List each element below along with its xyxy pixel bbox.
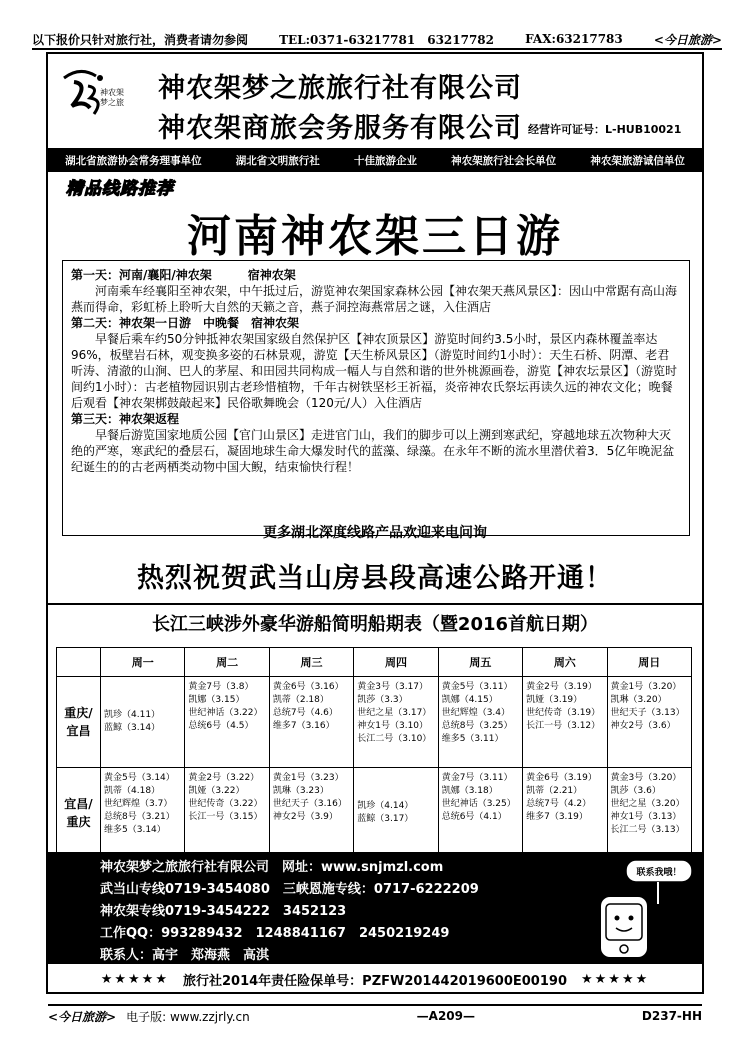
schedule-cell <box>101 768 185 859</box>
ship-departure: 凯娜（4.15） <box>441 695 498 705</box>
insurance-policy: 旅行社2014年责任险保单号：PZFW201442019600E00190 <box>182 973 567 989</box>
itinerary-box <box>62 260 690 536</box>
ship-departure: 凯琳（3.20） <box>610 695 667 705</box>
schedule-cell <box>185 768 269 859</box>
ship-departure: 世纪天子（3.16） <box>272 799 347 809</box>
contact-snj-line: 神农架专线0719-3454222 3452123 <box>100 904 347 919</box>
cruise-schedule-table <box>56 647 692 859</box>
ship-departure: 凯娜（3.15） <box>188 695 245 705</box>
schedule-cell <box>607 677 691 768</box>
ship-departure: 长江一号（3.12） <box>526 721 601 731</box>
ship-departure: 神女2号（3.9） <box>272 812 338 822</box>
ship-departure: 黄金1号（3.23） <box>272 773 344 783</box>
logo-text: 神农架梦之旅 <box>100 88 124 107</box>
ship-departure: 凯琳（3.23） <box>272 786 329 796</box>
table-header-row <box>57 648 692 677</box>
ship-departure: 世纪之星（3.20） <box>610 799 685 809</box>
honor-item: 神农架旅游诚信单位 <box>590 154 685 167</box>
schedule-cell <box>354 768 438 859</box>
table-row <box>57 677 692 768</box>
ship-departure: 神女1号（3.13） <box>610 812 682 822</box>
stars-right: ★★★★★ <box>581 971 650 987</box>
page-number: —A209— <box>416 1009 475 1023</box>
agency-only-notice: 以下报价只针对旅行社，消费者请勿参阅 <box>32 32 249 47</box>
ship-departure: 长江二号（3.10） <box>357 734 432 744</box>
top-info-line <box>32 30 722 50</box>
schedule-cell <box>438 768 522 859</box>
route-text: 宜昌 <box>66 724 91 738</box>
day-header: 周四 <box>354 648 438 677</box>
cruise-schedule-title: 长江三峡涉外豪华游船简明船期表（暨2016首航日期） <box>151 614 599 635</box>
ship-departure: 黄金5号（3.14） <box>104 773 175 783</box>
ship-departure: 凯蒂（2.21） <box>526 786 583 796</box>
ship-departure: 世纪神话（3.22） <box>188 708 263 718</box>
honor-item: 湖北省文明旅行社 <box>235 154 320 167</box>
agency-logo <box>60 64 150 124</box>
stars-left: ★★★★★ <box>100 971 169 987</box>
ship-departure: 凯莎（3.3） <box>357 695 408 705</box>
ship-departure: 总统6号（4.1） <box>441 812 507 822</box>
ship-departure: 维多5（3.14） <box>104 825 166 835</box>
footer-brand: <今日旅游> <box>48 1009 117 1024</box>
page-footer <box>48 1004 702 1026</box>
ship-departure: 维多5（3.11） <box>441 734 504 744</box>
ship-departure: 总统8号（3.21） <box>104 812 175 822</box>
contact-bubble-text: 联系我哦！ <box>636 868 682 878</box>
schedule-cell <box>354 677 438 768</box>
ship-departure: 凯莎（3.6） <box>610 786 661 796</box>
day-header: 周三 <box>269 648 353 677</box>
ship-departure: 黄金3号（3.20） <box>610 773 682 783</box>
day1-heading: 第一天：河南/襄阳/神农架 宿神农架 <box>71 268 296 282</box>
route-label <box>57 768 101 859</box>
contact-company-website: 神农架梦之旅旅行社有限公司 网址：www.snjmzl.com <box>100 860 444 875</box>
ship-departure: 世纪神话（3.25） <box>441 799 516 809</box>
table-corner <box>57 648 101 677</box>
day-header: 周二 <box>185 648 269 677</box>
day-header: 周五 <box>438 648 522 677</box>
ship-departure: 维多7（3.16） <box>272 721 335 731</box>
ship-departure: 凯娅（3.22） <box>188 786 245 796</box>
schedule-cell <box>269 677 353 768</box>
ship-departure: 黄金6号（3.19） <box>526 773 597 783</box>
telephone: TEL:0371-63217781 63217782 <box>279 32 495 47</box>
ship-departure: 长江一号（3.15） <box>188 812 263 822</box>
ship-departure: 黄金7号（3.8） <box>188 682 254 692</box>
ship-departure: 黄金5号（3.11） <box>441 682 513 692</box>
ship-departure: 黄金3号（3.17） <box>357 682 429 692</box>
table-row <box>57 768 692 859</box>
schedule-cell <box>185 677 269 768</box>
day-header: 周日 <box>607 648 691 677</box>
ship-departure: 总统7号（4.2） <box>526 799 592 809</box>
schedule-cell <box>269 768 353 859</box>
company-name-secondary: 神农架商旅会务服务有限公司 <box>158 113 522 144</box>
ship-departure: 凯珍（4.14） <box>357 801 414 811</box>
ship-departure: 世纪传奇（3.19） <box>526 708 601 718</box>
honor-item: 神农架旅行社会长单位 <box>451 154 557 167</box>
route-label <box>57 677 101 768</box>
ship-departure: 黄金7号（3.11） <box>441 773 513 783</box>
company-name-primary: 神农架梦之旅旅行社有限公司 <box>158 73 522 104</box>
footer-ezine: 电子版: www.zzjrly.cn <box>126 1009 250 1024</box>
schedule-cell <box>523 677 607 768</box>
ship-departure: 蓝鲸（3.17） <box>357 814 414 824</box>
route-text: 宜昌/ <box>64 797 93 811</box>
ship-departure: 总统6号（4.5） <box>188 721 254 731</box>
honor-item: 十佳旅游企业 <box>353 154 417 167</box>
more-products-note: 更多湖北深度线路产品欢迎来电问询 <box>263 525 487 541</box>
ship-departure: 维多7（3.19） <box>526 812 588 822</box>
day2-body: 早餐后乘车约50分钟抵神农架国家级自然保护区【神农顶景区】游览时间约3.5小时，景区内森林覆盖率达96%，板壁岩石林，观变换多姿的石林景观，游览【天生桥风景区】（游览时间约1小时）：天生石桥、阴潭、老君听涛、清澈的山涧、巴人的茅屋、和田园共同构成一幅人与自然和谐的世外桃源画卷，游览【神农坛景区】（游览时间约1小时）：古老植物园识别古老珍惜植物，千年古树铁坚杉王祈福，炎帝神农氏祭坛再读久远的神农文化；晚餐后观看【神农架梆鼓敲起来】民俗歌舞晚会（120元/人）入住酒店 <box>71 332 678 410</box>
recommend-label: 精品线路推荐 <box>66 179 174 199</box>
day-header: 周一 <box>101 648 185 677</box>
contact-qq: 工作QQ：993289432 1248841167 2450219249 <box>100 926 450 941</box>
page-code: D237-HH <box>641 1009 702 1023</box>
ship-departure: 凯珍（4.11） <box>104 710 161 720</box>
day1-body: 河南乘车经襄阳至神农架，中午抵过后，游览神农架国家森林公园【神农架天燕风景区】：因山中常踞有高山海燕而得命，彩虹桥上聆听大自然的天籁之音，燕子洞控海燕常居之谜，入住酒店 <box>71 284 678 314</box>
ship-departure: 黄金2号（3.19） <box>526 682 597 692</box>
ship-departure: 世纪之星（3.17） <box>357 708 432 718</box>
insurance-bar <box>48 966 702 992</box>
ship-departure: 凯娅（3.19） <box>526 695 583 705</box>
ship-departure: 总统7号（4.6） <box>272 708 338 718</box>
route-text: 重庆 <box>66 815 91 829</box>
schedule-cell <box>101 677 185 768</box>
day3-body: 早餐后游览国家地质公园【官门山景区】走进官门山，我们的脚步可以上溯到寒武纪，穿越地球五次物种大灭绝的严寒，寒武纪的叠层石，凝固地球生命大爆发时代的蓝藻、绿藻。在永年不断的流水里潜伏着3．5亿年晚泥盆纪诞生的的古老两栖类动物中国大鲵，结束愉快行程！ <box>71 428 675 474</box>
ship-departure: 世纪传奇（3.22） <box>188 799 263 809</box>
tour-title: 河南神农架三日游 <box>187 211 563 262</box>
ship-departure: 凯娜（3.18） <box>441 786 498 796</box>
congrats-headline: 热烈祝贺武当山房县段高速公路开通！ <box>137 563 613 594</box>
route-text: 重庆/ <box>64 706 93 720</box>
honor-item: 湖北省旅游协会常务理事单位 <box>65 154 202 167</box>
ship-departure: 黄金2号（3.22） <box>188 773 260 783</box>
ship-departure: 黄金1号（3.20） <box>610 682 682 692</box>
license-number: 经营许可证号：L-HUB10021 <box>528 123 682 136</box>
divider <box>48 603 702 605</box>
ship-departure: 长江二号（3.13） <box>610 825 685 835</box>
ship-departure: 世纪天子（3.13） <box>610 708 685 718</box>
day-header: 周六 <box>523 648 607 677</box>
contact-persons: 联系人：高宇 郑海燕 高淇 <box>100 948 270 963</box>
schedule-cell <box>607 768 691 859</box>
day2-heading: 第二天：神农架一日游 中晚餐 宿神农架 <box>71 316 300 330</box>
ship-departure: 总统8号（3.25） <box>441 721 513 731</box>
fax: FAX:63217783 <box>525 32 623 46</box>
ship-departure: 世纪辉煌（3.7） <box>104 799 173 809</box>
ship-departure: 神女1号（3.10） <box>357 721 429 731</box>
ship-departure: 凯蒂（2.18） <box>272 695 329 705</box>
ship-departure: 蓝鲸（3.14） <box>104 723 161 733</box>
ship-departure: 神女2号（3.6） <box>610 721 676 731</box>
honors-bar <box>48 148 702 172</box>
ship-departure: 世纪辉煌（3.4） <box>441 708 511 718</box>
header-brand: <今日旅游> <box>653 32 722 47</box>
day3-heading: 第三天：神农架返程 <box>71 412 180 426</box>
ship-departure: 黄金6号（3.16） <box>272 682 344 692</box>
schedule-cell <box>438 677 522 768</box>
contact-hotlines: 武当山专线0719-3454080 三峡恩施专线：0717-6222209 <box>100 882 479 897</box>
phone-mascot-illustration <box>586 858 696 962</box>
schedule-cell <box>523 768 607 859</box>
ship-departure: 凯蒂（4.18） <box>104 786 161 796</box>
